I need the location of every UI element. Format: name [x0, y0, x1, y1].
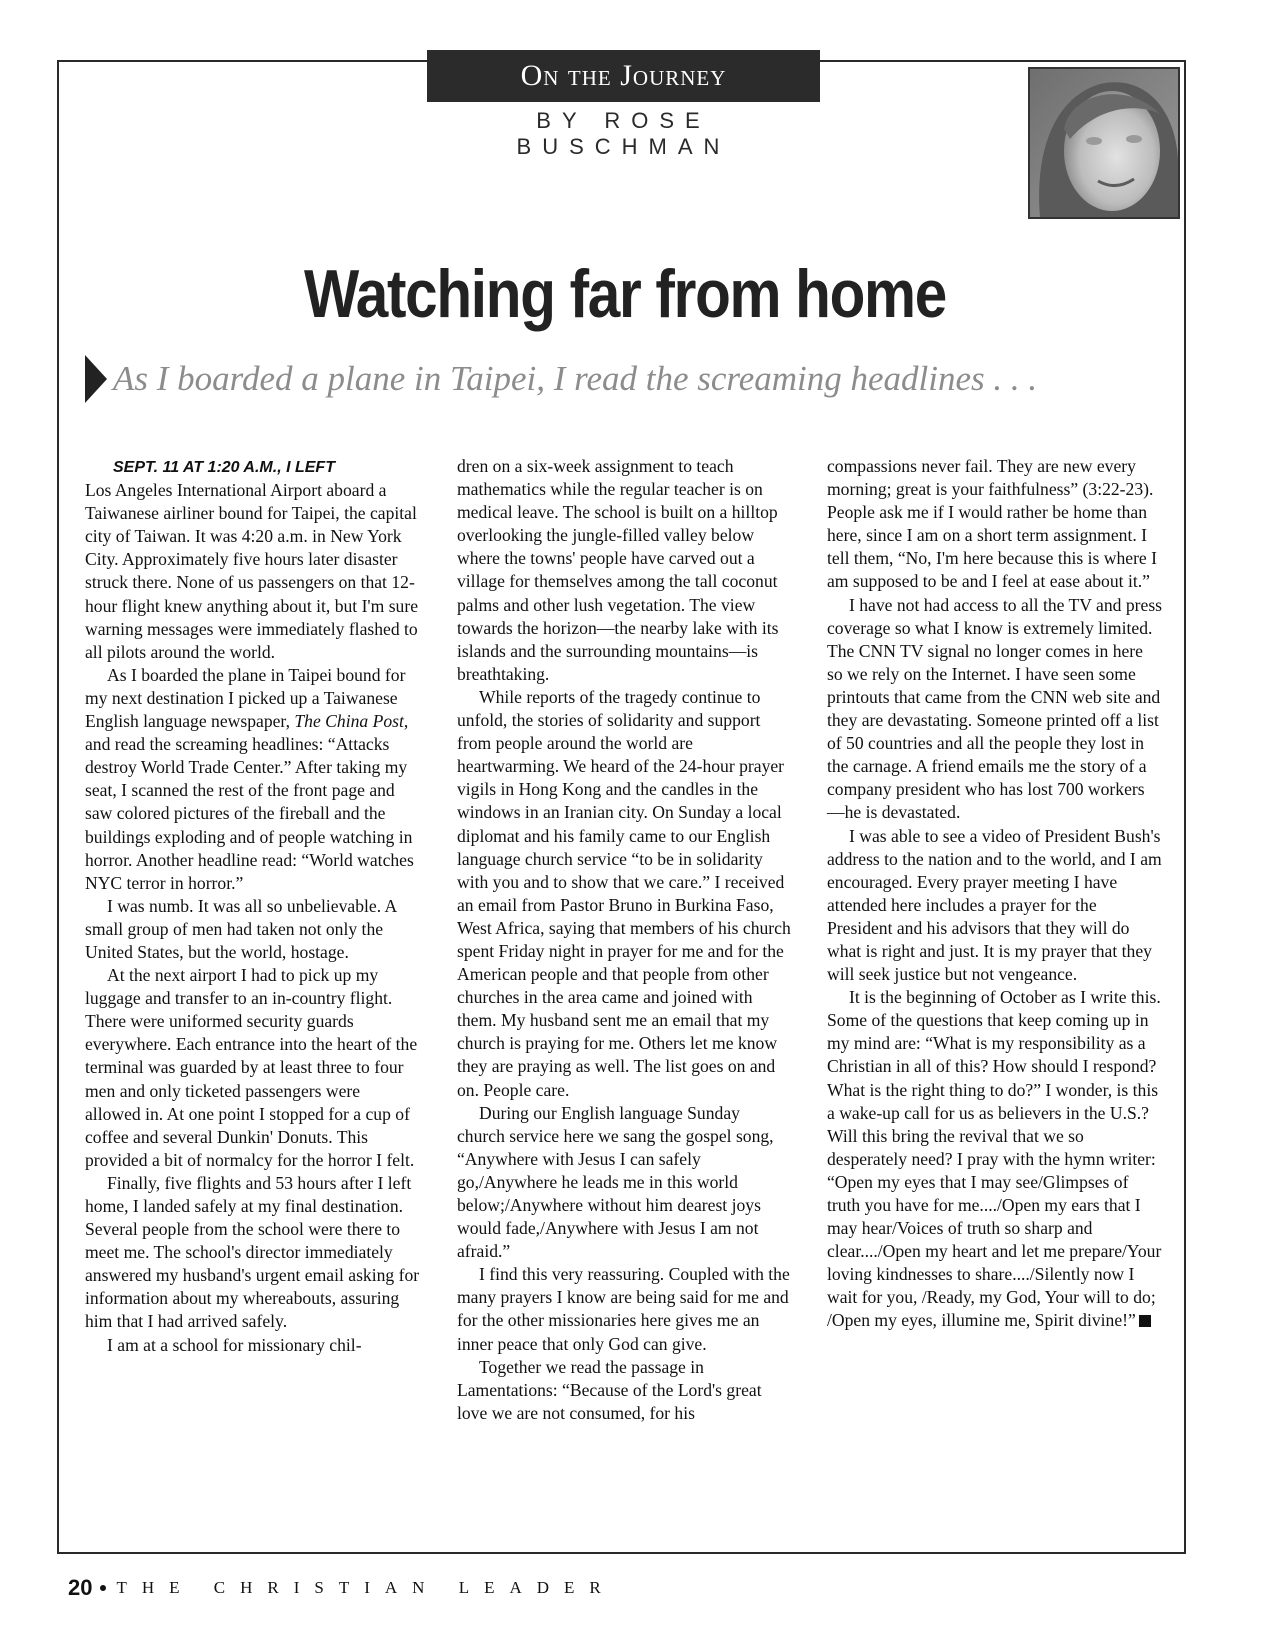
paragraph: Finally, five flights and 53 hours after I left home, I landed safely at my final destination. Several people from the school were there to meet me. The school's director immediately answered my husband's urgent email asking for information about my whereabouts, assuring him that I had arrived safely. [85, 1172, 420, 1332]
paragraph: Los Angeles International Airport aboard a Taiwanese airliner bound for Taipei, the capital city of Taiwan. It was 4:20 a.m. in New York City. Approximately five hours later disaster struck there. None of us passengers on that 12-hour flight knew anything about it, but I'm sure warning messages were immediately flashed to all pilots around the world. [85, 480, 419, 662]
page-footer [68, 1575, 616, 1601]
column-1 [85, 455, 420, 1357]
author-portrait-image [1030, 69, 1178, 217]
column-title: On the Journey [427, 50, 820, 102]
paragraph: I was numb. It was all so unbelievable. A small group of men had taken not only the United States, but the world, hostage. [85, 895, 397, 962]
headline: Watching far from home [303, 256, 946, 332]
paragraph: I have not had access to all the TV and press coverage so what I know is extremely limited. The CNN TV signal no longer comes in here so we rely on the Internet. I have seen some printouts that came from the CNN web site and they are devastating. Someone printed off a list of 50 countries and all the people they lost in the carnage. A friend emails me the story of a company president who has lost 700 workers—he is devastated. [827, 594, 1163, 823]
paragraph: At the next airport I had to pick up my luggage and transfer to an in-country flight. There were uniformed security guards everywhere. Each entrance into the heart of the terminal was guarded by at least three to four men and only ticketed passengers were allowed in. At one point I stopped for a cup of coffee and several Dunkin' Donuts. This provided a bit of normalcy for the horror I felt. [85, 965, 418, 1170]
page-number: 20 [68, 1575, 93, 1600]
end-mark-icon [1139, 1315, 1151, 1327]
column-3 [827, 455, 1162, 1333]
bullet-dot-icon [100, 1585, 106, 1591]
author-photo [1028, 67, 1180, 219]
lead-in: SEPT. 11 AT 1:20 A.M., I LEFT [113, 459, 335, 476]
publication-name: THE CHRISTIAN LEADER [116, 1578, 616, 1597]
paragraph: dren on a six-week assignment to teach mathematics while the regular teacher is on medical leave. The school is built on a hilltop overlooking the jungle-filled valley below where the towns' people have carved out a village for themselves among the tall coconut palms and other lush vegetation. The view towards the horizon—the nearby lake with its islands and the surrounding mountains—is breathtaking. [457, 456, 779, 684]
newspaper-title: The China Post [294, 711, 404, 732]
column-2 [457, 455, 792, 1425]
triangle-arrow-icon [85, 355, 107, 403]
paragraph: Together we read the passage in Lamentations: “Because of the Lord's great love we are not consumed, for his [457, 1356, 762, 1423]
deck [85, 355, 1085, 403]
byline: BY ROSE BUSCHMAN [516, 108, 731, 159]
paragraph: While reports of the tragedy continue to unfold, the stories of solidarity and support from people around the world are heartwarming. We heard of the 24-hour prayer vigils in Hong Kong and the candles in the windows in an Iranian city. On Sunday a local diplomat and his family came to our English language church service “to be in solidarity with you and to show that we care.” I received an email from Pastor Bruno in Burkina Faso, West Africa, saying that members of his church spent Friday night in prayer for me and for the American people and that people from other churches in the area came and joined with them. My husband sent me an email that my church is praying for me. Others let me know they are praying as well. The list goes on and on. People care. [457, 686, 791, 1100]
paragraph [85, 455, 420, 479]
article-body [85, 455, 1170, 1540]
paragraph: During our English language Sunday church service here we sang the gospel song, “Anywhere with Jesus I can safely go,/Anywhere he leads me in this world below;/Anywhere without him dearest joys would fade,/Anywhere with Jesus I am not afraid.” [457, 1102, 774, 1262]
paragraph: It is the beginning of October as I write this. Some of the questions that keep coming up in my mind are: “What is my responsibility as a Christian in all of this? How should I respond? What is the right thing to do?” I wonder, is this a wake-up call for us as believers in the U.S.? Will this bring the revival that we so desperately need? I pray with the hymn writer: “Open my eyes that I may see/Glimpses of truth you have for me..../Open my ears that I may hear/Voices of truth so sharp and clear..../Open my heart and let me prepare/Your loving kindnesses to share..../Silently now I wait for you, /Ready, my God, Your will to do; /Open my eyes, illumine me, Spirit divine!” [827, 987, 1162, 1331]
paragraph: As I boarded the plane in Taipei bound for my next destination I picked up a Taiwanese English language newspaper, The China Post, and read the screaming headlines: “Attacks destroy World Trade Center.” After taking my seat, I scanned the rest of the front page and saw colored pictures of the fireball and the buildings exploding and of people watching in horror. Another headline read: “World watches NYC terror in horror.” [85, 664, 414, 893]
deck-text: As I boarded a plane in Taipei, I read the screaming headlines . . . [113, 359, 1038, 398]
paragraph: compassions never fail. They are new every morning; great is your faithfulness” (3:22-23). People ask me if I would rather be home than here, since I am on a short term assignment. I tell them, “No, I'm here because this is where I am supposed to be and I feel at ease about it.” [827, 456, 1158, 592]
paragraph: I was able to see a video of President Bush's address to the nation and to the world, and I am encouraged. Every prayer meeting I have attended here includes a prayer for the President and his advisors that they will do what is right and just. It is my prayer that they will seek justice but not vengeance. [827, 825, 1162, 985]
paragraph: I am at a school for missionary chil- [107, 1334, 362, 1355]
paragraph: I find this very reassuring. Coupled with the many prayers I know are being said for me and for the other missionaries here gives me an inner peace that only God can give. [457, 1264, 790, 1354]
